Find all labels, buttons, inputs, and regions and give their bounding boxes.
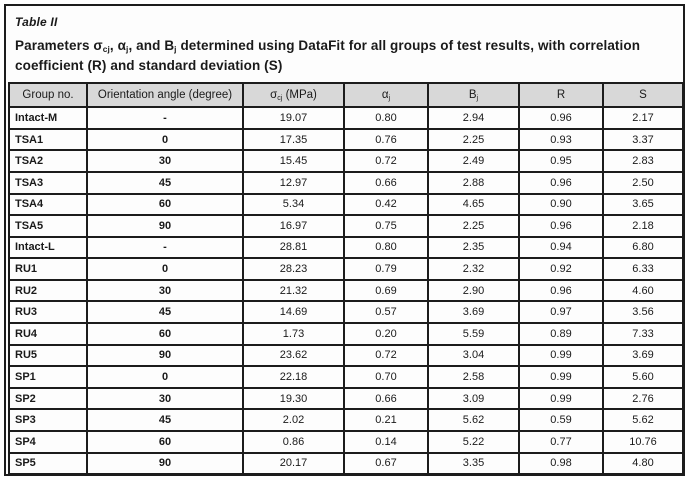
b_j-cell: 3.69 — [428, 301, 519, 323]
b_j-cell: 2.90 — [428, 280, 519, 302]
r-cell: 0.96 — [519, 215, 603, 237]
sigma_cj-cell: 19.30 — [243, 388, 344, 410]
angle-cell: 0 — [87, 129, 243, 151]
sigma_cj-cell: 16.97 — [243, 215, 344, 237]
r-cell: 0.90 — [519, 194, 603, 216]
column-header-sigma-cj — [243, 83, 344, 107]
s-cell: 4.60 — [603, 280, 683, 302]
table-row-ru4 — [9, 323, 683, 345]
parameters-table — [8, 82, 684, 475]
s-cell: 5.60 — [603, 366, 683, 388]
alpha_j-cell: 0.75 — [344, 215, 428, 237]
angle-cell: 45 — [87, 301, 243, 323]
s-cell: 6.80 — [603, 237, 683, 259]
r-cell: 0.77 — [519, 431, 603, 453]
angle-cell: 60 — [87, 431, 243, 453]
b_j-cell: 2.25 — [428, 129, 519, 151]
angle-cell: - — [87, 237, 243, 259]
table-number-label: Table II — [15, 15, 58, 29]
alpha_j-cell: 0.69 — [344, 280, 428, 302]
s-cell: 2.17 — [603, 107, 683, 129]
table-row-intact-m — [9, 107, 683, 129]
sigma_cj-cell: 28.81 — [243, 237, 344, 259]
alpha_j-cell: 0.72 — [344, 345, 428, 367]
sigma_cj-cell: 28.23 — [243, 258, 344, 280]
alpha_j-cell: 0.21 — [344, 409, 428, 431]
group-cell: SP5 — [9, 453, 87, 475]
table-row-tsa4 — [9, 194, 683, 216]
text-run: α — [117, 38, 127, 53]
column-header-orientation-angle — [87, 83, 243, 107]
table-caption — [15, 36, 673, 75]
figure-frame — [4, 4, 685, 476]
sigma_cj-cell: 20.17 — [243, 453, 344, 475]
angle-cell: 45 — [87, 172, 243, 194]
text-run: , — [109, 38, 118, 53]
group-cell: TSA5 — [9, 215, 87, 237]
table-body — [9, 107, 683, 474]
r-cell: 0.93 — [519, 129, 603, 151]
sigma_cj-cell: 14.69 — [243, 301, 344, 323]
b_j-cell: 2.94 — [428, 107, 519, 129]
alpha_j-cell: 0.72 — [344, 150, 428, 172]
b_j-cell: 2.58 — [428, 366, 519, 388]
text-run: determined using DataFit for all groups of test results, with correlation coefficient (R) and standard deviation (S) — [15, 38, 641, 73]
text-run: R — [556, 89, 566, 102]
text-run: σ — [270, 89, 278, 102]
table-row-sp5 — [9, 453, 683, 475]
table-row-ru5 — [9, 345, 683, 367]
sigma_cj-cell: 2.02 — [243, 409, 344, 431]
alpha_j-cell: 0.80 — [344, 107, 428, 129]
group-cell: SP4 — [9, 431, 87, 453]
r-cell: 0.97 — [519, 301, 603, 323]
r-cell: 0.96 — [519, 280, 603, 302]
text-run: S — [639, 89, 647, 102]
table-row-ru3 — [9, 301, 683, 323]
sigma_cj-cell: 22.18 — [243, 366, 344, 388]
b_j-cell: 3.04 — [428, 345, 519, 367]
group-cell: RU3 — [9, 301, 87, 323]
r-cell: 0.59 — [519, 409, 603, 431]
b_j-cell: 2.49 — [428, 150, 519, 172]
group-cell: RU2 — [9, 280, 87, 302]
angle-cell: 90 — [87, 453, 243, 475]
alpha_j-cell: 0.66 — [344, 388, 428, 410]
group-cell: SP2 — [9, 388, 87, 410]
column-header-alpha-j — [344, 83, 428, 107]
alpha_j-cell: 0.66 — [344, 172, 428, 194]
angle-cell: 60 — [87, 323, 243, 345]
text-run: (MPa) — [282, 89, 317, 102]
s-cell: 2.76 — [603, 388, 683, 410]
s-cell: 3.69 — [603, 345, 683, 367]
group-cell: TSA1 — [9, 129, 87, 151]
b_j-cell: 2.25 — [428, 215, 519, 237]
s-cell: 3.65 — [603, 194, 683, 216]
sigma_cj-cell: 15.45 — [243, 150, 344, 172]
r-cell: 0.99 — [519, 366, 603, 388]
group-cell: RU4 — [9, 323, 87, 345]
sigma_cj-cell: 12.97 — [243, 172, 344, 194]
table-row-ru1 — [9, 258, 683, 280]
b_j-cell: 5.62 — [428, 409, 519, 431]
b_j-cell: 3.35 — [428, 453, 519, 475]
group-cell: RU5 — [9, 345, 87, 367]
r-cell: 0.95 — [519, 150, 603, 172]
s-cell: 4.80 — [603, 453, 683, 475]
table-row-ru2 — [9, 280, 683, 302]
alpha_j-cell: 0.70 — [344, 366, 428, 388]
r-cell: 0.99 — [519, 345, 603, 367]
group-cell: SP3 — [9, 409, 87, 431]
r-cell: 0.96 — [519, 107, 603, 129]
angle-cell: 0 — [87, 258, 243, 280]
text-run: α — [381, 89, 389, 102]
r-cell: 0.92 — [519, 258, 603, 280]
b_j-cell: 2.35 — [428, 237, 519, 259]
sigma_cj-cell: 0.86 — [243, 431, 344, 453]
table-row-sp4 — [9, 431, 683, 453]
column-header-s — [603, 83, 683, 107]
alpha_j-cell: 0.79 — [344, 258, 428, 280]
group-cell: Intact-M — [9, 107, 87, 129]
s-cell: 10.76 — [603, 431, 683, 453]
sigma_cj-cell: 21.32 — [243, 280, 344, 302]
group-cell: TSA2 — [9, 150, 87, 172]
s-cell: 2.18 — [603, 215, 683, 237]
table-row-tsa3 — [9, 172, 683, 194]
angle-cell: 60 — [87, 194, 243, 216]
alpha_j-cell: 0.20 — [344, 323, 428, 345]
column-header-group-no — [9, 83, 87, 107]
b_j-cell: 2.88 — [428, 172, 519, 194]
b_j-cell: 4.65 — [428, 194, 519, 216]
s-cell: 7.33 — [603, 323, 683, 345]
group-cell: RU1 — [9, 258, 87, 280]
header-row — [9, 83, 683, 107]
table-header — [9, 83, 683, 107]
angle-cell: 90 — [87, 215, 243, 237]
s-cell: 2.83 — [603, 150, 683, 172]
b_j-cell: 3.09 — [428, 388, 519, 410]
s-cell: 3.56 — [603, 301, 683, 323]
subscript-text: j — [126, 44, 129, 55]
text-run: , and B — [128, 38, 175, 53]
text-run: Orientation angle (degree) — [97, 89, 233, 102]
alpha_j-cell: 0.57 — [344, 301, 428, 323]
column-header-r — [519, 83, 603, 107]
subscript-text: j — [174, 44, 177, 55]
sigma_cj-cell: 5.34 — [243, 194, 344, 216]
alpha_j-cell: 0.14 — [344, 431, 428, 453]
table-row-tsa2 — [9, 150, 683, 172]
r-cell: 0.89 — [519, 323, 603, 345]
table-row-tsa1 — [9, 129, 683, 151]
s-cell: 2.50 — [603, 172, 683, 194]
alpha_j-cell: 0.76 — [344, 129, 428, 151]
s-cell: 3.37 — [603, 129, 683, 151]
group-cell: SP1 — [9, 366, 87, 388]
table-row-sp1 — [9, 366, 683, 388]
text-run: B — [468, 89, 477, 102]
angle-cell: 30 — [87, 150, 243, 172]
subscript-text: cj — [277, 93, 283, 102]
s-cell: 6.33 — [603, 258, 683, 280]
sigma_cj-cell: 1.73 — [243, 323, 344, 345]
text-run: Parameters — [15, 38, 94, 53]
s-cell: 5.62 — [603, 409, 683, 431]
sigma_cj-cell: 23.62 — [243, 345, 344, 367]
angle-cell: 45 — [87, 409, 243, 431]
group-cell: TSA4 — [9, 194, 87, 216]
table-row-sp2 — [9, 388, 683, 410]
r-cell: 0.96 — [519, 172, 603, 194]
sigma_cj-cell: 17.35 — [243, 129, 344, 151]
text-run: Group no. — [22, 89, 74, 102]
alpha_j-cell: 0.80 — [344, 237, 428, 259]
table-row-sp3 — [9, 409, 683, 431]
alpha_j-cell: 0.42 — [344, 194, 428, 216]
angle-cell: - — [87, 107, 243, 129]
angle-cell: 90 — [87, 345, 243, 367]
text-run: σ — [93, 38, 103, 53]
sigma_cj-cell: 19.07 — [243, 107, 344, 129]
angle-cell: 0 — [87, 366, 243, 388]
r-cell: 0.94 — [519, 237, 603, 259]
b_j-cell: 2.32 — [428, 258, 519, 280]
b_j-cell: 5.59 — [428, 323, 519, 345]
angle-cell: 30 — [87, 388, 243, 410]
angle-cell: 30 — [87, 280, 243, 302]
subscript-text: j — [388, 93, 391, 102]
table-row-intact-l — [9, 237, 683, 259]
column-header-b-j — [428, 83, 519, 107]
group-cell: TSA3 — [9, 172, 87, 194]
r-cell: 0.98 — [519, 453, 603, 475]
group-cell: Intact-L — [9, 237, 87, 259]
r-cell: 0.99 — [519, 388, 603, 410]
b_j-cell: 5.22 — [428, 431, 519, 453]
subscript-text: j — [476, 93, 479, 102]
subscript-text: cj — [102, 44, 110, 55]
table-row-tsa5 — [9, 215, 683, 237]
alpha_j-cell: 0.67 — [344, 453, 428, 475]
